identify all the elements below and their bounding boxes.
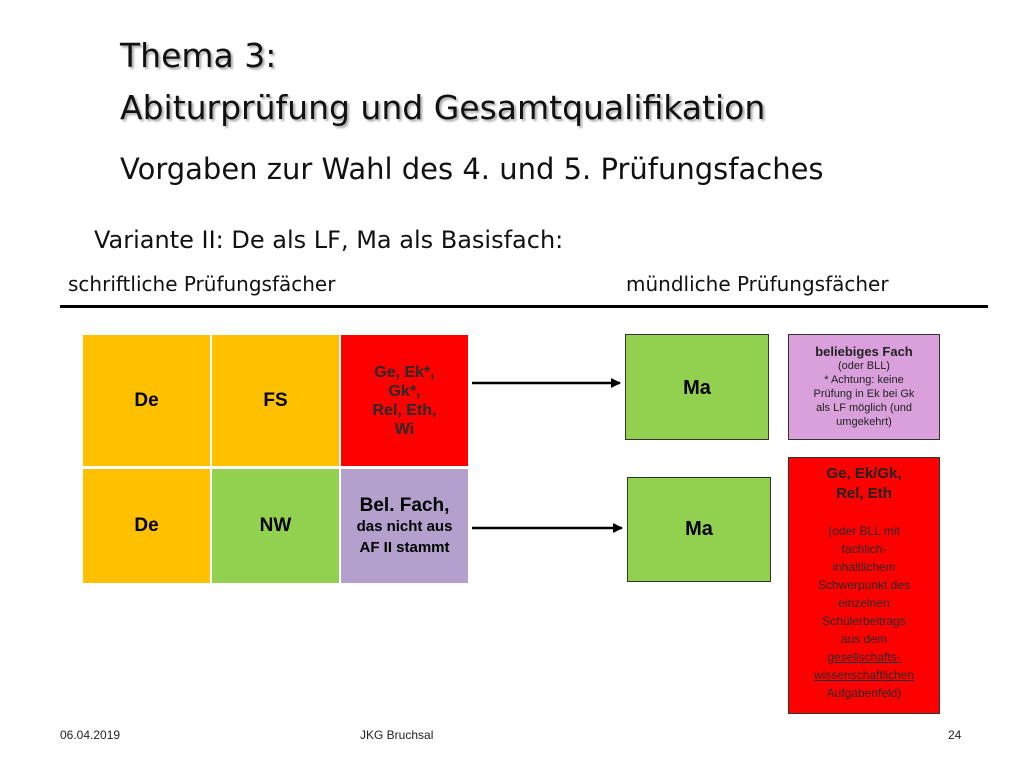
- note-any-subject-line: * Achtung: keine: [824, 374, 904, 386]
- grid-r2-c3-line2: das nicht aus: [356, 517, 453, 535]
- grid-r1-c2-label: FS: [263, 389, 288, 411]
- grid-r1-c1: [83, 335, 210, 466]
- grid-r2-c2-label: NW: [259, 515, 292, 536]
- written-subjects-header: schriftliche Prüfungsfächer: [68, 272, 336, 296]
- title-line-2: Abiturprüfung und Gesamtqualifikation: [120, 88, 766, 127]
- note-social-title-1: Ge, Ek/Gk,: [826, 465, 902, 482]
- note-social-underlined: gesellschafts-: [827, 650, 901, 664]
- note-social-underlined: wissenschaftlichen: [813, 668, 915, 682]
- footer-page-number: 24: [948, 728, 962, 742]
- grid-r1-c3-line: Wi: [394, 420, 415, 438]
- oral-subjects-header: mündliche Prüfungsfächer: [626, 272, 889, 296]
- footer-date: 06.04.2019: [60, 728, 121, 742]
- grid-r2-c1-label: De: [134, 515, 159, 536]
- note-social-title-2: Rel, Eth: [836, 485, 892, 502]
- grid-r1-c1-label: De: [134, 389, 159, 411]
- note-social-line: inhaltlichem: [832, 560, 896, 574]
- grid-r1-c3: [341, 335, 468, 466]
- grid-r2-c3: [341, 469, 468, 583]
- note-any-subject-line: (oder BLL): [838, 360, 890, 372]
- header-divider: [60, 305, 988, 308]
- note-social-line: einzelnen: [838, 596, 890, 610]
- note-social-line: aus dem: [840, 632, 888, 646]
- note-any-subject-line: als LF möglich (und: [816, 402, 912, 414]
- grid-r1-c3-line: Gk*,: [388, 382, 421, 400]
- note-any-subject-title: beliebiges Fach: [815, 344, 913, 359]
- grid-r1-c3-line: Ge, Ek*,: [374, 363, 435, 381]
- oral-box-2: [627, 477, 771, 582]
- variant-heading: Variante II: De als LF, Ma als Basisfach:: [94, 226, 564, 254]
- note-social-last: Aufgabenfeld): [826, 686, 902, 700]
- note-social-line: Schwerpunkt des: [817, 578, 911, 592]
- grid-r1-c3-line: Rel, Eth,: [372, 401, 437, 419]
- oral-box-1-label: Ma: [683, 377, 711, 399]
- note-any-subject: [788, 334, 940, 440]
- note-social-science: [788, 457, 940, 714]
- note-any-subject-line: Prüfung in Ek bei Gk: [813, 388, 915, 400]
- note-social-line: Schülerbeitrags: [822, 614, 906, 628]
- footer-school: JKG Bruchsal: [360, 728, 434, 742]
- arrows-layer: [470, 372, 626, 552]
- note-any-subject-line: umgekehrt): [836, 416, 892, 428]
- subtitle: Vorgaben zur Wahl des 4. und 5. Prüfungsfaches: [120, 152, 824, 186]
- grid-r2-c2: [212, 469, 339, 583]
- grid-r2-c1: [83, 469, 210, 583]
- note-social-line: fachlich-: [841, 542, 887, 556]
- note-social-line: (oder BLL mit: [828, 524, 900, 538]
- grid-r2-c3-line1: Bel. Fach,: [359, 494, 450, 516]
- grid-r2-c3-line3: AF II stammt: [359, 538, 450, 556]
- title-line-1: Thema 3:: [120, 36, 277, 75]
- oral-box-1: [625, 334, 769, 440]
- oral-box-2-label: Ma: [685, 518, 713, 540]
- grid-r1-c2: [212, 335, 339, 466]
